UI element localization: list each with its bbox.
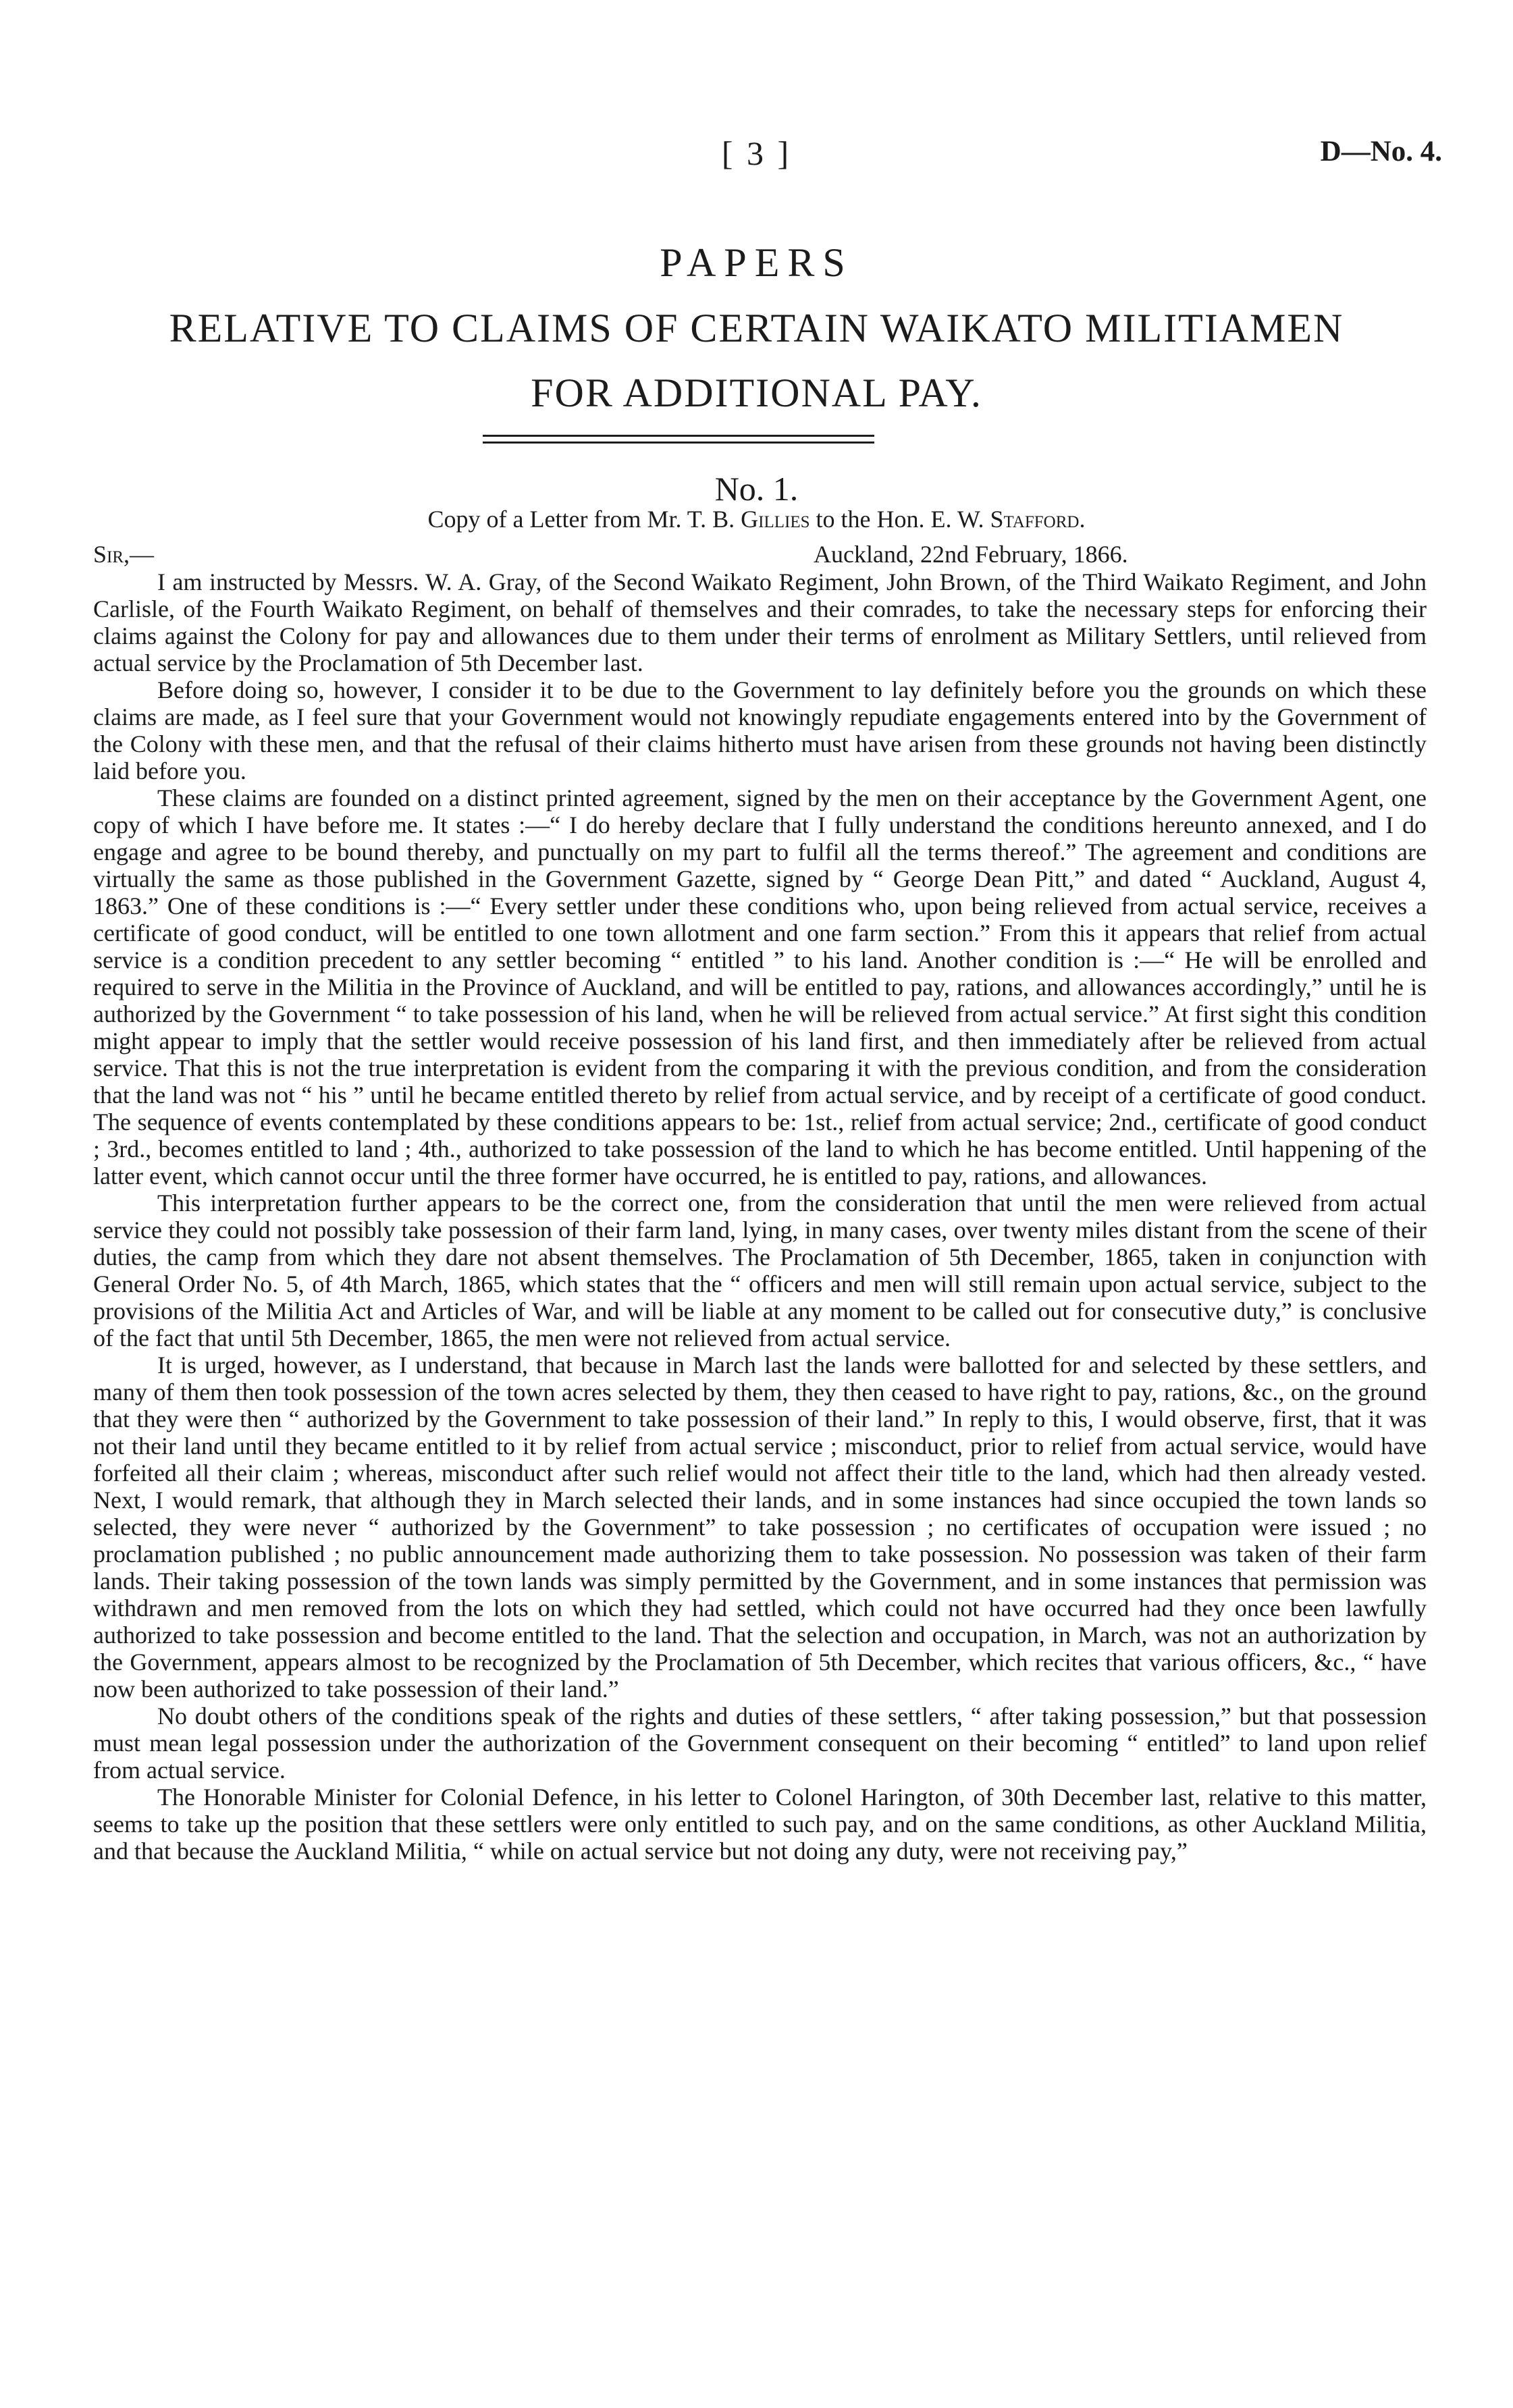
paragraph: I am instructed by Messrs. W. A. Gray, of the Second Waikato Regiment, John Brown, of the Third Waikato Regiment, and John Carlisle, of the Fourth Waikato Regiment, on behalf of themselves and their comrades, to take the necessary steps for enforcing their claims against the Colony for pay and allowances due to them under their terms of enrolment as Military Settlers, until relieved from actual service by the Proclamation of 5th December last. xyxy=(93,568,1427,676)
title-line-1: PAPERS xyxy=(660,240,853,285)
paragraph: These claims are founded on a distinct printed agreement, signed by the men on their acceptance by the Government Agent, one copy of which I have before me. It states :—“ I do hereby declare that I fully understand the conditions hereunto annexed, and I do engage and agree to be bound thereby, and punctually on my part to fulfil all the terms thereof.” The agreement and conditions are virtually the same as those published in the Government Gazette, signed by “ George Dean Pitt,” and dated “ Auckland, August 4, 1863.” One of these conditions is :—“ Every settler under these conditions who, upon being relieved from actual service, receives a certificate of good conduct, will be entitled to one town allotment and one farm section.” From this it appears that relief from actual service is a condition precedent to any settler becoming “ entitled ” to his land. Another condition is :—“ He will be enrolled and required to serve in the Militia in the Province of Auckland, and will be entitled to pay, rations, and allowances accordingly,” until he is authorized by the Government “ to take possession of his land, when he will be relieved from actual service.” At first sight this condition might appear to imply that the settler would receive possession of his land first, and then immediately after be relieved from actual service. That this is not the true interpretation is evident from the comparing it with the previous condition, and from the consideration that the land was not “ his ” until he became entitled thereto by relief from actual service, and by receipt of a certificate of good conduct. The sequence of events contemplated by these conditions appears to be: 1st., relief from actual service; 2nd., certificate of good conduct ; 3rd., becomes entitled to land ; 4th., authorized to take possession of the land to which he has become entitled. Until happening of the latter event, which cannot occur until the three former have occurred, he is entitled to pay, rations, and allowances. xyxy=(93,784,1427,1189)
letter-body xyxy=(93,568,1427,1865)
document-subtitle xyxy=(0,505,1513,533)
subtitle-mid: to the Hon. E. W. xyxy=(816,506,984,533)
paragraph: This interpretation further appears to be the correct one, from the consideration that until the men were relieved from actual service they could not possibly take possession of their farm land, lying, in many cases, over twenty miles distant from the scene of their duties, the camp from which they dare not absent themselves. The Proclamation of 5th December, 1865, taken in conjunction with General Order No. 5, of 4th March, 1865, which states that the “ officers and men will still remain upon actual service, subject to the provisions of the Militia Act and Articles of War, and will be liable at any moment to be called out for consecutive duty,” is conclusive of the fact that until 5th December, 1865, the men were not relieved from actual service. xyxy=(93,1189,1427,1352)
subtitle-prefix: Copy of a Letter from Mr. T. B. xyxy=(427,506,735,533)
salutation: Sir,— xyxy=(93,541,155,568)
document-number: No. 1. xyxy=(714,470,799,508)
paper-reference: D—No. 4. xyxy=(1320,136,1442,167)
paragraph: The Honorable Minister for Colonial Defence, in his letter to Colonel Harington, of 30th December last, relative to this matter, seems to take up the position that these settlers were only entitled to such pay, and on the same conditions, as other Auckland Militia, and that because the Auckland Militia, “ while on actual service but not doing any duty, were not receiving pay,” xyxy=(93,1784,1427,1865)
subtitle-sender: Gillies xyxy=(741,506,810,533)
paragraph: No doubt others of the conditions speak of the rights and duties of these settlers, “ after taking possession,” but that possession must mean legal possession under the authorization of the Government consequent on their becoming “ entitled” to land upon relief from actual service. xyxy=(93,1703,1427,1784)
paragraph: Before doing so, however, I consider it to be due to the Government to lay definitely before you the grounds on which these claims are made, as I feel sure that your Government would not knowingly repudiate engagements entered into by the Government of the Colony with these men, and that the refusal of their claims hitherto must have arisen from these grounds not having been distinctly laid before you. xyxy=(93,676,1427,784)
page-number: [ 3 ] xyxy=(721,134,792,172)
paragraph: It is urged, however, as I understand, that because in March last the lands were ballotted for and selected by these settlers, and many of them then took possession of the town acres selected by them, they then ceased to have right to pay, rations, &c., on the ground that they were then “ authorized by the Government to take possession of their land.” In reply to this, I would observe, first, that it was not their land until they became entitled to it by relief from actual service ; misconduct, prior to relief from actual service, would have forfeited all their claim ; whereas, misconduct after such relief would not affect their title to the land, which had then already vested. Next, I would remark, that although they in March selected their lands, and in some instances had since occupied the town lands so selected, they were never “ authorized by the Government” to take possession ; no certificates of occupation were issued ; no proclamation published ; no public announcement made authorizing them to take possession. No possession was taken of their farm lands. Their taking possession of the town lands was simply permitted by the Government, and in some instances that permission was withdrawn and men removed from the lots on which they had settled, which could not have occurred had they once been lawfully authorized to take possession and become entitled to the land. That the selection and occupation, in March, was not an authorization by the Government, appears almost to be recognized by the Proclamation of 5th December, which recites that various officers, &c., “ have now been authorized to take possession of their land.” xyxy=(93,1352,1427,1703)
title-rule-lower xyxy=(483,442,874,444)
title-line-2: RELATIVE TO CLAIMS OF CERTAIN WAIKATO MILITIAMEN xyxy=(169,306,1344,350)
title-line-3: FOR ADDITIONAL PAY. xyxy=(531,371,982,415)
title-rule-upper xyxy=(483,435,874,437)
subtitle-recipient: Stafford. xyxy=(990,506,1086,533)
letter-date: Auckland, 22nd February, 1866. xyxy=(814,541,1128,568)
